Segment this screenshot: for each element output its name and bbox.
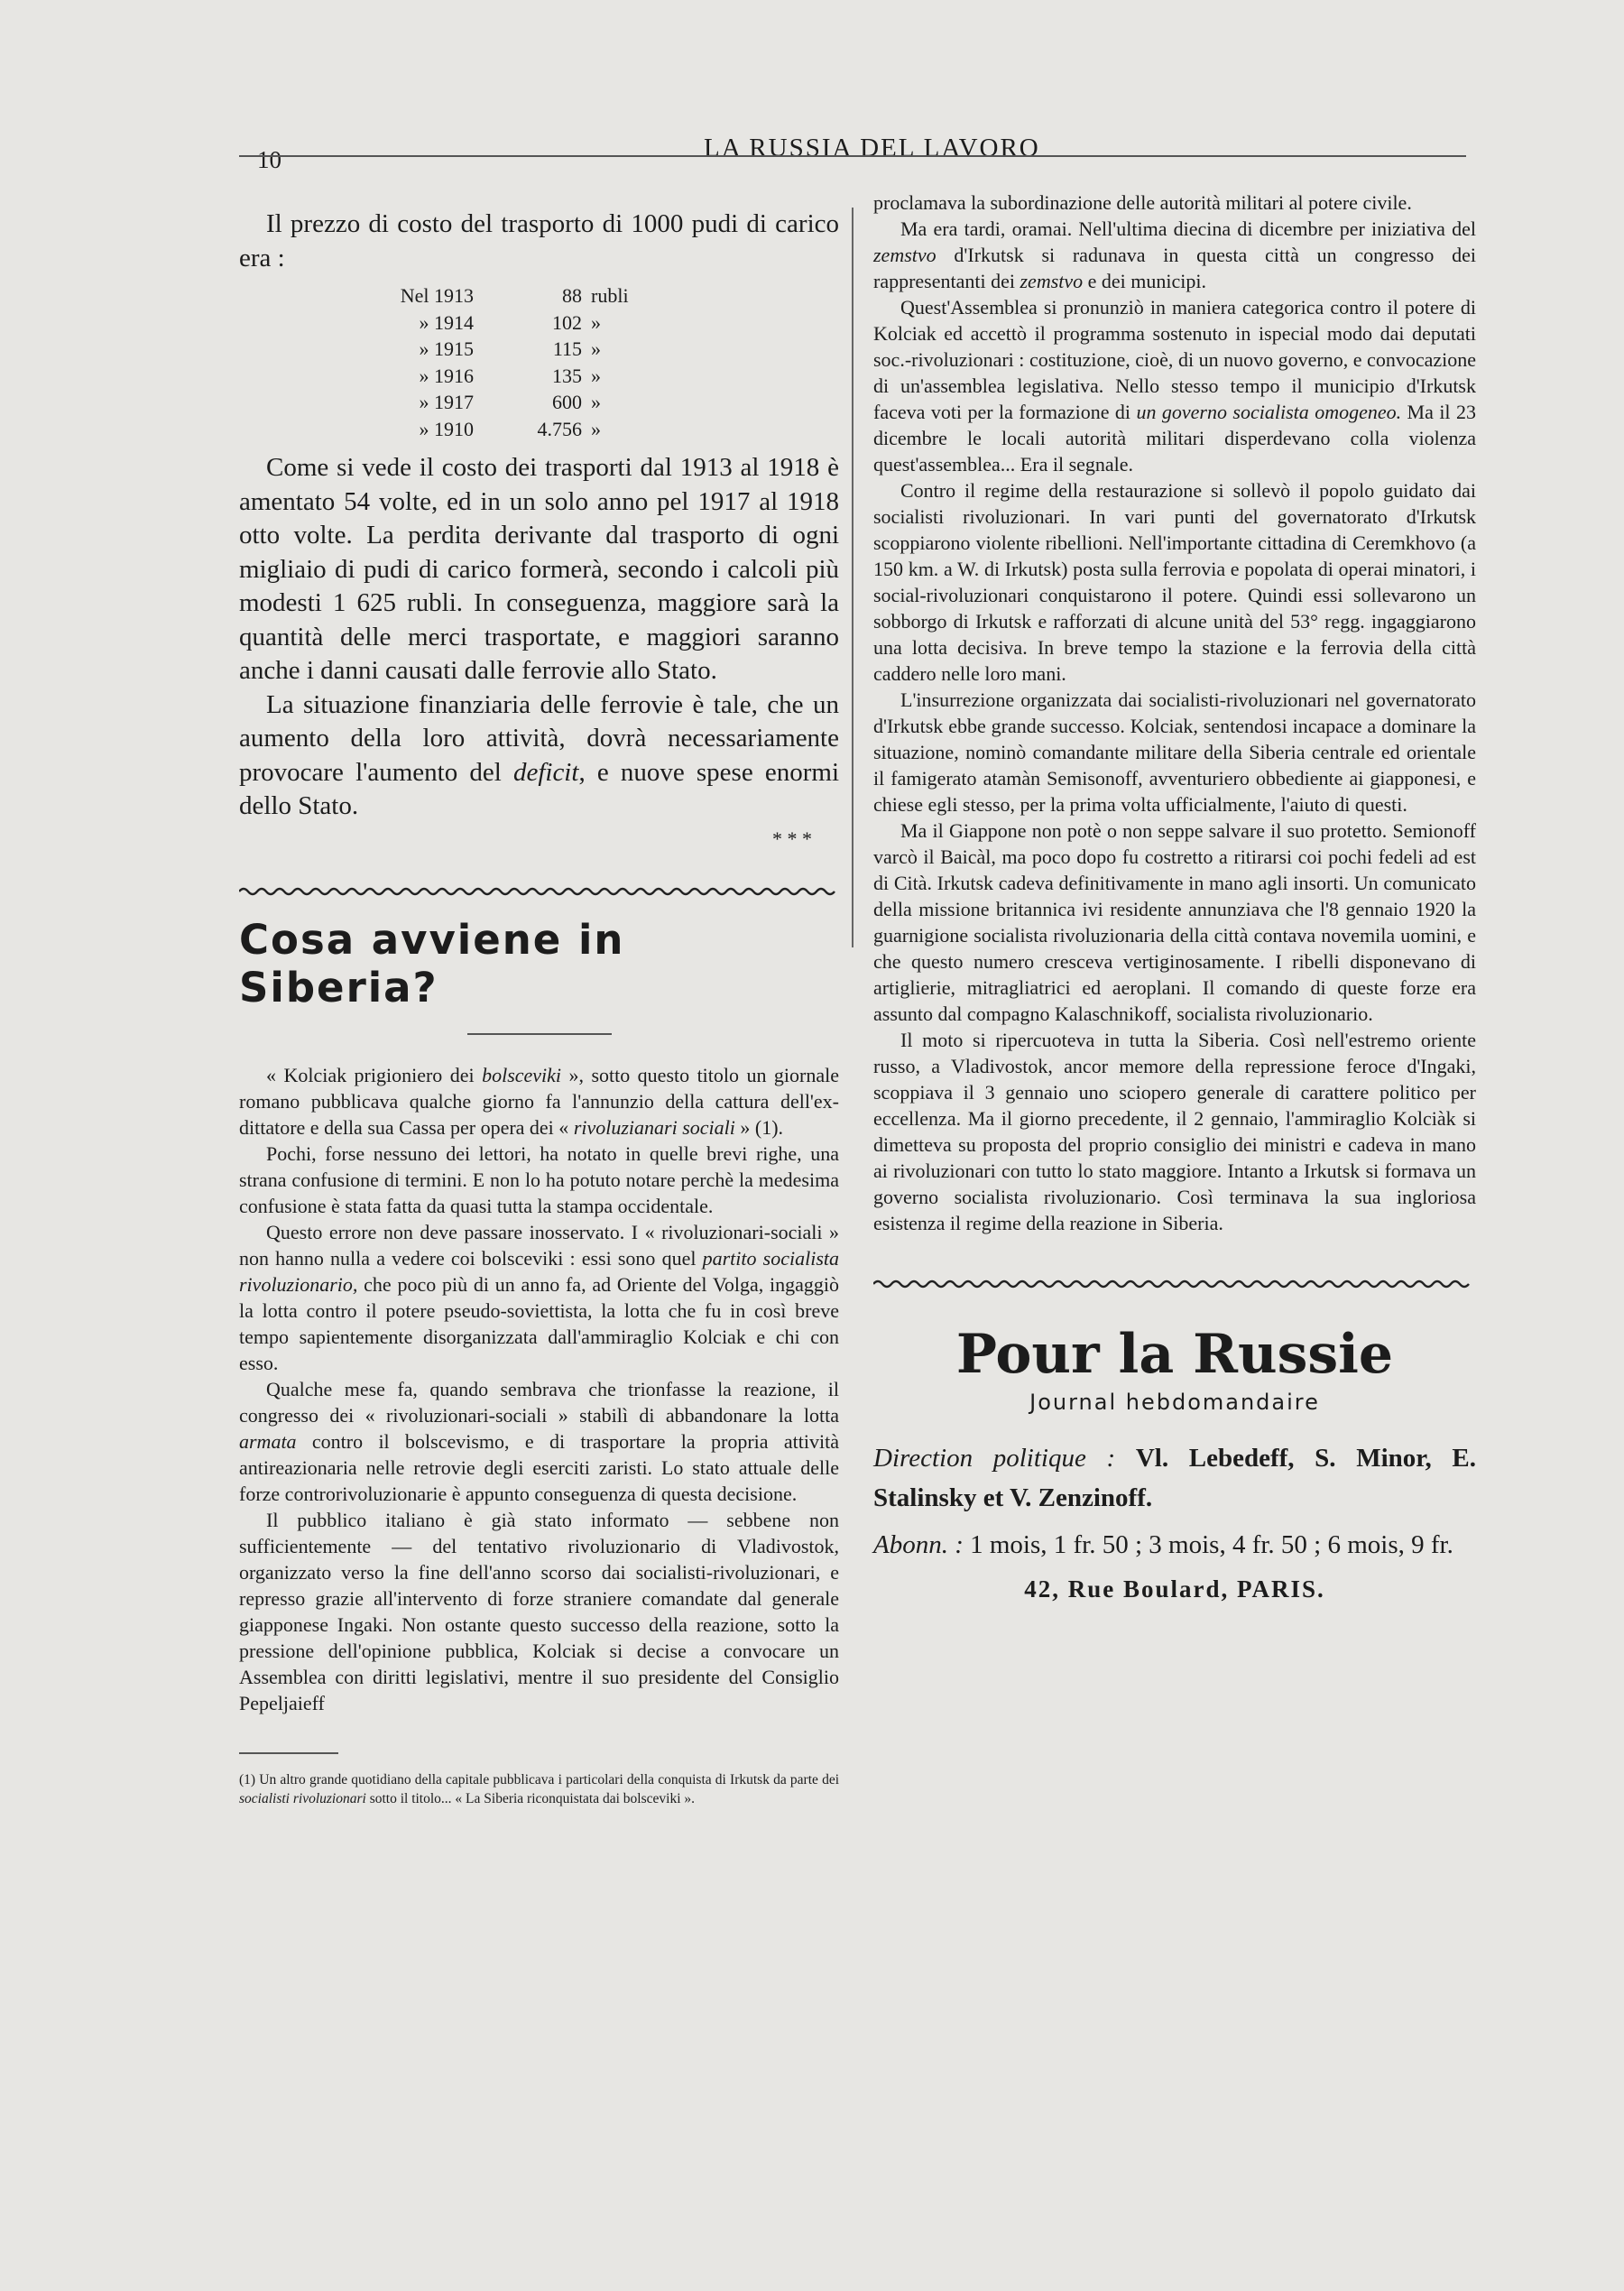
ad-subscription-label: Abonn. : <box>873 1530 964 1559</box>
wavy-divider <box>873 1278 1476 1290</box>
fare-unit: » <box>591 337 601 360</box>
text-run: (1) Un altro grande quotidiano della capitale pubblicava i particolari della conquista di Irkutsk da parte dei <box>239 1771 839 1788</box>
header-rule <box>239 155 1466 157</box>
fare-year: » 1916 <box>419 364 474 387</box>
article-paragraph <box>873 216 1476 294</box>
finance-paragraph <box>239 688 839 824</box>
text-run: contro il bolscevismo, e di trasportare la propria attività antireazionaria nelle retrovie degli eserciti zaristi. Lo stato attuale delle forze controrivoluzionarie è appunto conseguenza di questa decisione. <box>239 1429 839 1505</box>
fare-value: 102 <box>552 310 582 334</box>
running-title: LA RUSSIA DEL LAVORO <box>704 134 1040 162</box>
page-number: 10 <box>257 146 281 173</box>
article-paragraph: proclamava la subordinazione delle autorità militari al potere civile. <box>873 191 1412 214</box>
fare-year: » 1910 <box>419 417 474 440</box>
text-run: d'Irkutsk si radunava in questa città un congresso dei rappresentanti dei <box>873 244 1476 292</box>
fares-table <box>239 282 839 442</box>
article-paragraph <box>239 1219 839 1376</box>
fare-row <box>239 282 839 309</box>
text-run: », sotto questo titolo un giornale romano pubblicava qualche giorno fa l'annunzio della cattura dell'ex-dittatore e della sua Cassa per opera dei « <box>239 1063 839 1139</box>
italic-run: armata <box>239 1429 297 1453</box>
text-run: Questo errore non deve passare inosservato. I « rivoluzionari-sociali » non hanno nulla a vedere coi bolsceviki : essi sono quel <box>239 1220 839 1270</box>
title-rule <box>467 1033 612 1035</box>
advertisement <box>873 1323 1476 1603</box>
footnote-rule <box>239 1752 338 1754</box>
asterism: * * * <box>772 827 812 850</box>
italic-run: partito socialista rivoluzionario, <box>239 1246 839 1296</box>
fare-unit: » <box>591 391 601 413</box>
italic-run: zemstvo <box>873 244 937 266</box>
fare-row <box>239 309 839 337</box>
ad-title: Pour la Russie <box>955 1323 1394 1386</box>
ad-subtitle: Journal hebdomandaire <box>1029 1390 1320 1415</box>
fare-year: » 1914 <box>419 310 474 334</box>
article-paragraph <box>239 1376 839 1507</box>
fare-row <box>239 416 839 443</box>
fare-row <box>239 363 839 390</box>
text-run: Qualche mese fa, quando sembrava che trionfasse la reazione, il congresso dei « rivoluzionari-sociali » stabilì di abbandonare la lotta <box>239 1377 839 1427</box>
wavy-divider <box>239 885 839 898</box>
text-run: Ma era tardi, oramai. Nell'ultima diecina di dicembre per iniziativa del <box>900 217 1476 240</box>
italic-run: rivoluzianari sociali <box>573 1115 735 1139</box>
text-run: sotto il titolo... « La Siberia riconquistata dai bolsceviki ». <box>365 1790 696 1806</box>
article-paragraph: L'insurrezione organizzata dai socialisti-rivoluzionari nel governatorato d'Irkutsk ebbe grande successo. Kolciak, sentendosi incapace a dominare la situazione, nominò comandante militare della Siberia centrale ed orientale il famigerato atamàn Semisonoff, avventuriero obbediente ai giapponesi, e chiese egli stesso, per la prima volta ufficialmente, l'aiuto di questi. <box>873 688 1476 816</box>
ad-subscription-text: 1 mois, 1 fr. 50 ; 3 mois, 4 fr. 50 ; 6 mois, 9 fr. <box>970 1530 1453 1559</box>
article-paragraph: Ma il Giappone non potè o non seppe salvare il suo protetto. Semionoff varcò il Baicàl, ma poco dopo fu costretto a ritirarsi coi pochi fedeli ad est di Cità. Irkutsk cadeva definitivamente in mano agli insorti. Un comunicato della missione britannica ivi residente annunziava che l'8 gennaio 1920 la guarnigione socialista rivoluzionaria della città contava novemila uomini, e che questo numero cresceva vertiginosamente. I ribelli disponevano di artiglierie, mitragliatrici ed aeroplani. Il comando di queste forze era assunto dal compagno Kalaschnikoff, socialista rivoluzionario. <box>873 819 1476 1025</box>
right-column <box>873 189 1476 1603</box>
article-paragraph: Il moto si ripercuoteva in tutta la Siberia. Così nell'estremo oriente russo, a Vladivostok, ancor memore della repressione feroce d'Ingaki, scoppiava il 3 gennaio uno sciopero generale di carattere politico per eccellenza. Ma il giorno precedente, il 2 gennaio, l'ammiraglio Kolciàk si dimetteva su proposta del proprio consiglio dei ministri e cadeva in mano ai rivoluzionari con tutto lo stato maggiore. Intanto a Irkutsk si formava un governo socialista rivoluzionario. Così terminava la sua ingloriosa esistenza il regime della reazione in Siberia. <box>873 1029 1476 1234</box>
ad-subscription <box>873 1525 1476 1565</box>
fare-year: Nel 1913 <box>400 284 474 307</box>
fare-value: 135 <box>552 364 582 387</box>
ad-address: 42, Rue Boulard, PARIS. <box>1024 1575 1325 1603</box>
article-paragraph: Pochi, forse nessuno dei lettori, ha notato in quelle brevi righe, una strana confusione di termini. E non lo ha potuto notare perchè la medesima confusione è stata fatta da quasi tutta la stampa occidentale. <box>239 1141 839 1217</box>
fare-value: 88 <box>562 284 582 307</box>
fare-year: » 1917 <box>419 391 474 413</box>
text-run: , e nuove spese enormi dello Stato. <box>239 757 839 820</box>
fares-intro: Il prezzo di costo del trasporto di 1000 pudi di carico era : <box>239 209 839 273</box>
text-run: « Kolciak prigioniero dei <box>266 1063 483 1086</box>
italic-run: deficit <box>512 757 579 787</box>
fare-row <box>239 389 839 416</box>
article-paragraph: Contro il regime della restaurazione si sollevò il popolo guidato dai socialisti rivoluzionari. In vari punti del governatorato d'Irkutsk scoppiarono violente ribellioni. Nell'importante cittadina di Ceremkhovo (a 150 km. a W. di Irkutsk) posta sulla ferrovia e popolata di operai minatori, i social-rivoluzionari conquistarono il potere. Quindi essi sollevarono un sobborgo di Irkutsk e rafforzati di alcune unità del 53° regg. ingaggiarono una lotta decisiva. In breve tempo la stazione e la ferrovia della città caddero nelle loro mani. <box>873 479 1476 685</box>
fare-row <box>239 336 839 363</box>
italic-run: un governo socialista omogeneo. <box>1136 401 1402 423</box>
ad-direction-label: Direction politique : <box>873 1444 1116 1473</box>
ad-direction-names: Vl. Lebedeff, S. Minor, E. Stalinsky et V. Zenzinoff. <box>873 1444 1476 1512</box>
fare-unit: rubli <box>591 284 629 307</box>
italic-run: bolsceviki <box>482 1063 562 1086</box>
costs-paragraph: Come si vede il costo dei trasporti dal 1913 al 1918 è amentato 54 volte, ed in un solo anno pel 1917 al 1918 otto volte. La perdita derivante dal trasporto di ogni migliaio di pudi di carico formerà, secondo i calcoli più modesti 1 625 rubli. In conseguenza, maggiore sarà la quantità delle merci trasportate, e maggiori saranno anche i danni causati dalle ferrovie allo Stato. <box>239 453 839 685</box>
article-paragraph <box>873 294 1476 477</box>
fare-value: 600 <box>552 391 582 413</box>
article-paragraph: Il pubblico italiano è già stato informato — sebbene non sufficientemente — del tentativo rivoluzionario di Vladivostok, organizzato verso la fine dell'anno scorso dai socialisti-rivoluzionari, e represso grazie all'intervento di forze straniere comandate dal generale giapponese Ingaki. Non ostante questo successo della reazione, sotto la pressione dell'opinione pubblica, Kolciak si decise a convocare un Assemblea con diritti legislativi, mentre il suo presidente del Consiglio Pepeljaieff <box>239 1508 839 1714</box>
fare-unit: » <box>591 417 601 440</box>
fare-unit: » <box>591 310 601 334</box>
text-run: Quest'Assemblea si pronunziò in maniera categorica contro il potere di Kolciak ed accettò il programma sostenuto in ispecial modo dai deputati soc.-rivoluzionari : costituzione, cioè, di un nuovo governo, e convocazione di un'assemblea legislativa. Nello stesso tempo il municipio d'Irkutsk faceva voti per la formazione di <box>873 296 1476 423</box>
article-paragraph <box>239 1062 839 1141</box>
column-divider <box>852 208 854 947</box>
italic-run: socialisti rivoluzionari <box>239 1790 366 1806</box>
text-run: » (1). <box>734 1115 784 1139</box>
text-run: che poco più di un anno fa, ad Oriente del Volga, ingaggiò la lotta contro il potere pseudo-soviettista, la lotta che fu in così breve tempo sapientemente disorganizzata dall'ammiraglio Kolciak e chi con esso. <box>239 1272 839 1374</box>
fare-year: » 1915 <box>419 337 474 360</box>
text-run: La situazione finanziaria delle ferrovie è tale, che un aumento della loro attività, dovrà necessariamente provocare l'aumento del <box>239 689 839 787</box>
left-column <box>239 208 839 1808</box>
fare-value: 4.756 <box>537 417 582 440</box>
footnote <box>239 1770 839 1808</box>
italic-run: zemstvo <box>1020 270 1084 292</box>
text-run: Ma il 23 dicembre le locali autorità militari disperdevano colla violenza quest'assemblea... Era il segnale. <box>873 401 1476 476</box>
ad-direction <box>873 1438 1476 1518</box>
text-run: e dei municipi. <box>1083 270 1207 292</box>
fare-value: 115 <box>552 337 582 360</box>
section-title: Cosa avviene in Siberia? <box>239 915 625 1012</box>
fare-unit: » <box>591 364 601 387</box>
